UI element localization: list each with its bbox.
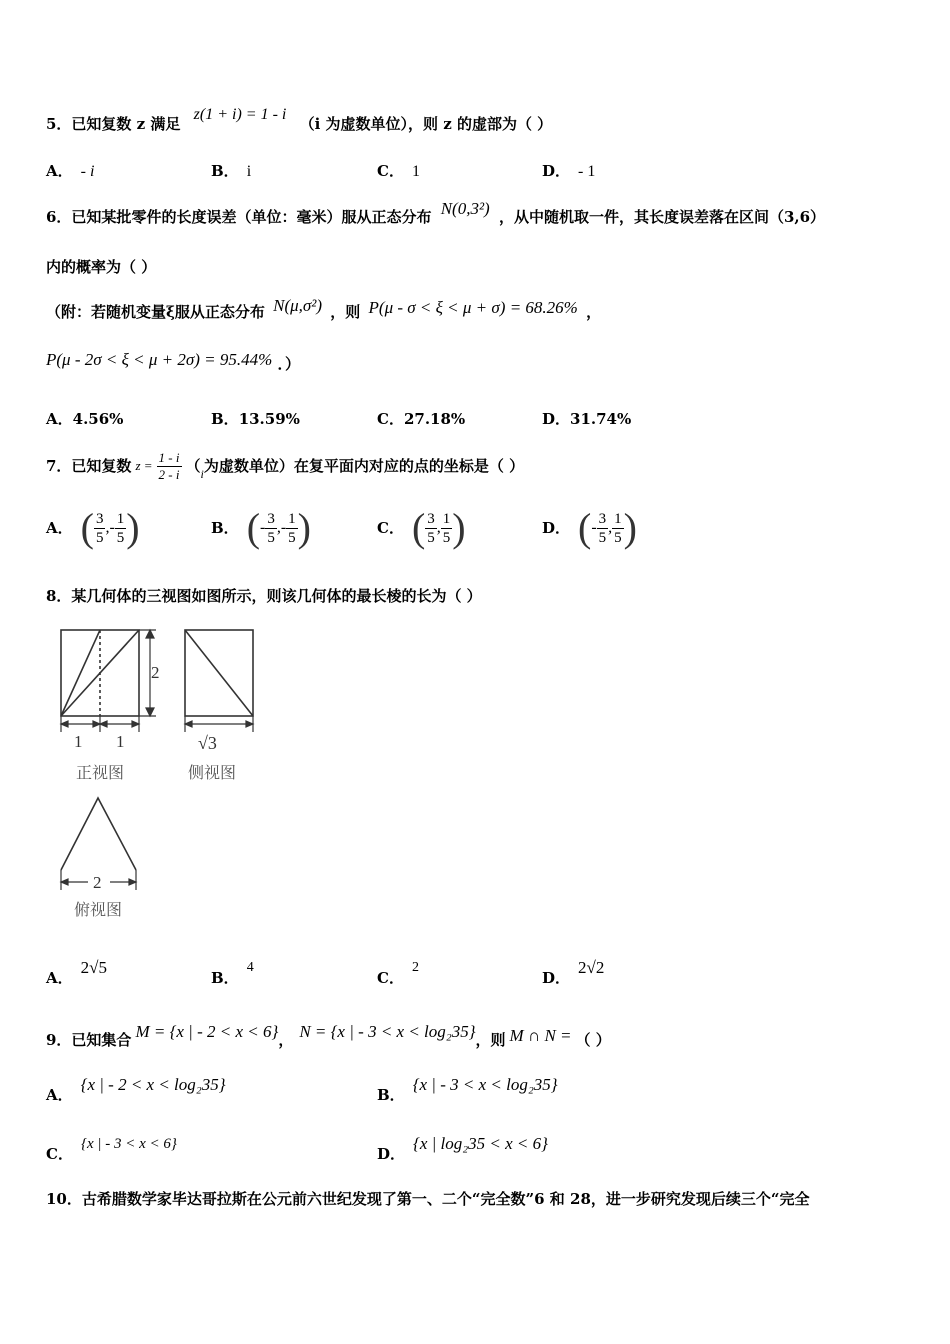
question-6-note xyxy=(46,296,602,322)
top-width-label: 2 xyxy=(93,873,102,892)
question-6-note-line2 xyxy=(46,350,301,374)
front-width1-label: 1 xyxy=(74,732,83,751)
question-7-tail: 为虚数单位）在复平面内对应的点的坐标是（ ） xyxy=(203,457,525,475)
front-height-label: 2 xyxy=(151,663,160,682)
option-label: B． xyxy=(211,519,239,537)
question-5-text: 5．已知复数 z 满足 xyxy=(46,115,181,133)
side-width-label: √3 xyxy=(198,733,217,753)
set-n: N = {x | - 3 < x < log₂35} xyxy=(299,1022,476,1041)
q8-option-b[interactable]: B． 4 xyxy=(211,960,254,987)
note-comma: ， xyxy=(586,303,602,321)
q8-option-c[interactable]: C． 2 xyxy=(377,960,419,987)
question-5-tail: （i 为虚数单位），则 z 的虚部为（ ） xyxy=(299,115,553,133)
note-mid: ，则 xyxy=(330,303,361,321)
question-10-text: 10．古希腊数学家毕达哥拉斯在公元前六世纪发现了第一、二个“完全数”6 和 28，进一步研究发现后续三个“完全 xyxy=(46,1190,810,1208)
question-5-formula: z(1 + i) = 1 - i xyxy=(193,106,287,123)
q9-option-a[interactable]: A． {x | - 2 < x < log₂35} xyxy=(46,1075,226,1104)
question-6-formula: N(0,3²) xyxy=(440,199,490,218)
option-label: A． xyxy=(46,519,73,537)
question-6-text: 6．已知某批零件的长度误差（单位：毫米）服从正态分布 xyxy=(46,208,432,226)
note-formula-sigma: P(μ - σ < ξ < μ + σ) = 68.26% xyxy=(368,298,578,317)
front-view xyxy=(61,630,139,716)
q9-option-d[interactable]: D． {x | log₂35 < x < 6} xyxy=(377,1134,548,1163)
q9-option-b[interactable]: B． {x | - 3 < x < log₂35} xyxy=(377,1075,558,1104)
front-width-dimension xyxy=(61,716,139,732)
fraction-numerator: 1 - i xyxy=(158,449,180,465)
separator: ， xyxy=(278,1031,294,1049)
option-label: C． xyxy=(377,519,404,537)
side-view-caption: 侧视图 xyxy=(188,763,237,782)
intersection: M ∩ N = xyxy=(509,1026,572,1045)
q5-option-d[interactable]: D． - 1 xyxy=(542,162,596,180)
question-7 xyxy=(46,446,524,486)
top-view-caption: 俯视图 xyxy=(74,900,123,919)
question-7-text: 7．已知复数 xyxy=(46,457,132,475)
q7-option-a[interactable]: A． ( $\frac{3}{5}$ , - $\frac{1}{5}$ ) xyxy=(46,505,140,550)
q8-option-d[interactable]: D． 2√2 xyxy=(542,958,605,987)
side-width-dimension xyxy=(185,716,253,732)
note-formula-normal: N(μ,σ²) xyxy=(273,296,323,315)
q5-option-a[interactable]: A． - i xyxy=(46,162,95,180)
question-6-tail: ，从中随机取一件，其长度误差落在区间（3,6） xyxy=(498,208,826,226)
fraction-denominator: 2 - i xyxy=(158,466,180,482)
question-7-z: z = xyxy=(135,458,153,473)
paren-open: （ xyxy=(185,457,201,475)
note-end: ．） xyxy=(277,355,301,373)
q9-option-c[interactable]: C． {x | - 3 < x < 6} xyxy=(46,1136,177,1163)
side-view xyxy=(185,630,253,716)
question-9-tail: （ ） xyxy=(575,1031,611,1049)
front-view-caption: 正视图 xyxy=(76,763,125,782)
question-9-text: 9．已知集合 xyxy=(46,1031,132,1049)
question-5 xyxy=(46,106,553,135)
q5-option-c[interactable]: C． 1 xyxy=(377,162,420,180)
q5-option-b[interactable]: B． i xyxy=(211,162,252,180)
tail-prefix: ，则 xyxy=(475,1031,506,1049)
q6-option-a[interactable]: A．4.56% xyxy=(46,410,124,428)
imaginary-unit: i xyxy=(200,467,204,481)
question-7-fraction xyxy=(157,450,182,483)
question-6-line2: 内的概率为（ ） xyxy=(46,258,157,276)
q6-option-b[interactable]: B．13.59% xyxy=(211,410,300,428)
q7-option-d[interactable]: D． ( - $\frac{3}{5}$ , $\frac{1}{5}$ ) xyxy=(542,505,637,550)
q7-option-c[interactable]: C． ( $\frac{3}{5}$ , $\frac{1}{5}$ ) xyxy=(377,505,466,550)
three-view-figure xyxy=(50,620,270,930)
front-width2-label: 1 xyxy=(116,732,125,751)
q7-option-b[interactable]: B． ( - $\frac{3}{5}$ , - $\frac{1}{5}$ ) xyxy=(211,505,311,550)
top-view xyxy=(61,798,136,870)
note-prefix: （附：若随机变量ξ服从正态分布 xyxy=(46,303,265,321)
q8-option-a[interactable]: A． 2√5 xyxy=(46,958,107,987)
set-m: M = {x | - 2 < x < 6} xyxy=(135,1022,279,1041)
option-label: D． xyxy=(542,519,571,537)
question-6 xyxy=(46,199,826,227)
q6-option-c[interactable]: C．27.18% xyxy=(377,410,466,428)
q6-option-d[interactable]: D．31.74% xyxy=(542,410,632,428)
note-formula-2sigma: P(μ - 2σ < ξ < μ + 2σ) = 95.44% xyxy=(46,350,273,369)
question-8-text: 8．某几何体的三视图如图所示，则该几何体的最长棱的长为（ ） xyxy=(46,587,482,605)
question-9 xyxy=(46,1020,611,1050)
